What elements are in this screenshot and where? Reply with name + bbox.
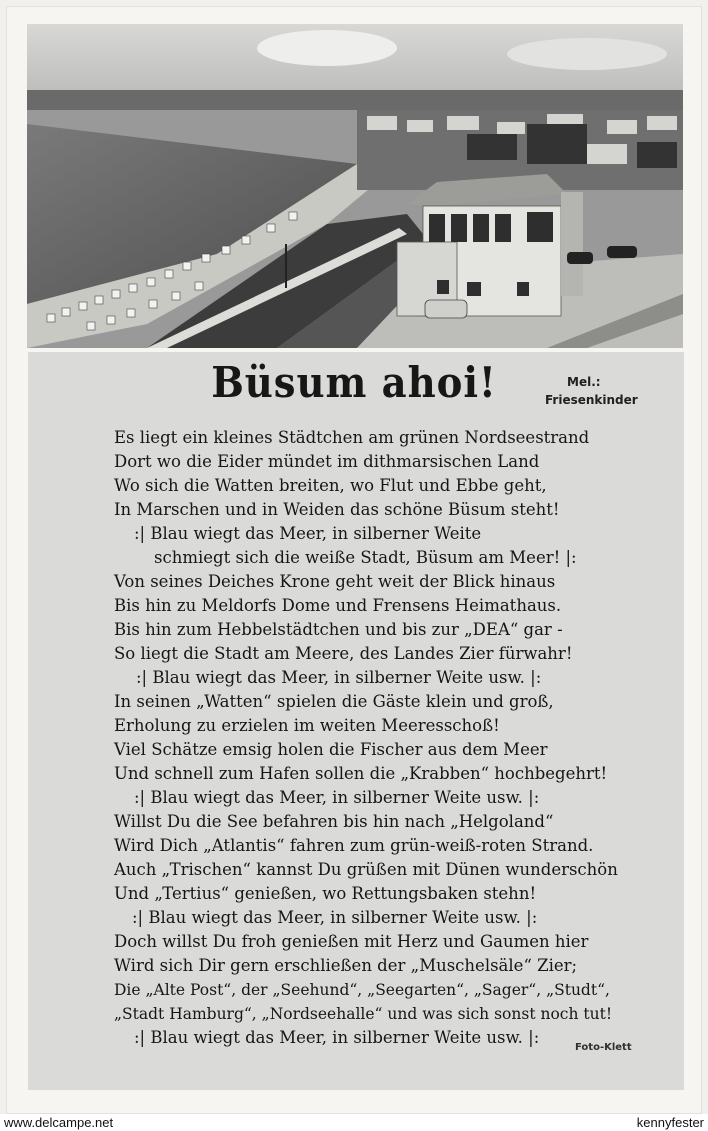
lyric-line: Wird Dich „Atlantis“ fahren zum grün-weiß-roten Strand. <box>114 836 594 855</box>
refrain-line: schmiegt sich die weiße Stadt, Büsum am Meer! |: <box>154 548 577 567</box>
lyric-line: Von seines Deiches Krone geht weit der Blick hinaus <box>114 572 556 591</box>
lyric-line: Wo sich die Watten breiten, wo Flut und Ebbe geht, <box>114 476 547 495</box>
lyric-line: Viel Schätze emsig holen die Fischer aus dem Meer <box>114 740 548 759</box>
seller-watermark: kennyfester <box>636 1115 704 1130</box>
lyric-line: Doch willst Du froh genießen mit Herz und Gaumen hier <box>114 932 589 951</box>
refrain-line: :| Blau wiegt das Meer, in silberner Weite usw. |: <box>132 908 538 927</box>
song-lyrics <box>114 426 674 1050</box>
song-title: Büsum ahoi! <box>211 358 497 407</box>
melody-name: Friesenkinder <box>545 393 638 407</box>
refrain-line: :| Blau wiegt das Meer, in silberner Weite usw. |: <box>134 788 540 807</box>
lyric-line: „Stadt Hamburg“, „Nordseehalle“ und was sich sonst noch tut! <box>114 1005 613 1023</box>
melody-note <box>545 373 655 409</box>
refrain-line: :| Blau wiegt das Meer, in silberner Weite <box>134 524 482 543</box>
lyric-line: Willst Du die See befahren bis hin nach „Helgoland“ <box>114 812 554 831</box>
lyric-line: Und schnell zum Hafen sollen die „Krabben“ hochbegehrt! <box>114 764 608 783</box>
lyric-line: Dort wo die Eider mündet im dithmarsischen Land <box>114 452 540 471</box>
lyric-line: Es liegt ein kleines Städtchen am grünen Nordseestrand <box>114 428 590 447</box>
lyric-line: Bis hin zu Meldorfs Dome und Frensens Heimathaus. <box>114 596 562 615</box>
lyric-line: In seinen „Watten“ spielen die Gäste klein und groß, <box>114 692 554 711</box>
photo-credit: Foto-Klett <box>575 1042 632 1053</box>
refrain-line: :| Blau wiegt das Meer, in silberner Weite usw. |: <box>134 1028 540 1047</box>
lyric-line: Auch „Trischen“ kannst Du grüßen mit Dünen wunderschön <box>114 860 618 879</box>
watermark-bar <box>0 1114 708 1131</box>
lyric-line: Die „Alte Post“, der „Seehund“, „Seegarten“, „Sager“, „Studt“, <box>114 981 610 999</box>
refrain-line: :| Blau wiegt das Meer, in silberner Weite usw. |: <box>136 668 542 687</box>
melody-label: Mel.: <box>567 375 601 389</box>
lyric-line: Bis hin zum Hebbelstädtchen und bis zur „DEA“ gar - <box>114 620 563 639</box>
lyric-line: Und „Tertius“ genießen, wo Rettungsbaken stehn! <box>114 884 537 903</box>
lyric-line: So liegt die Stadt am Meere, des Landes Zier fürwahr! <box>114 644 573 663</box>
site-watermark: www.delcampe.net <box>4 1115 114 1130</box>
beach-photo <box>27 24 683 348</box>
lyric-line: Wird sich Dir gern erschließen der „Muschelsäle“ Zier; <box>114 956 578 975</box>
lyric-line: Erholung zu erzielen im weiten Meeresschoß! <box>114 716 500 735</box>
lyric-line: In Marschen und in Weiden das schöne Büsum steht! <box>114 500 560 519</box>
